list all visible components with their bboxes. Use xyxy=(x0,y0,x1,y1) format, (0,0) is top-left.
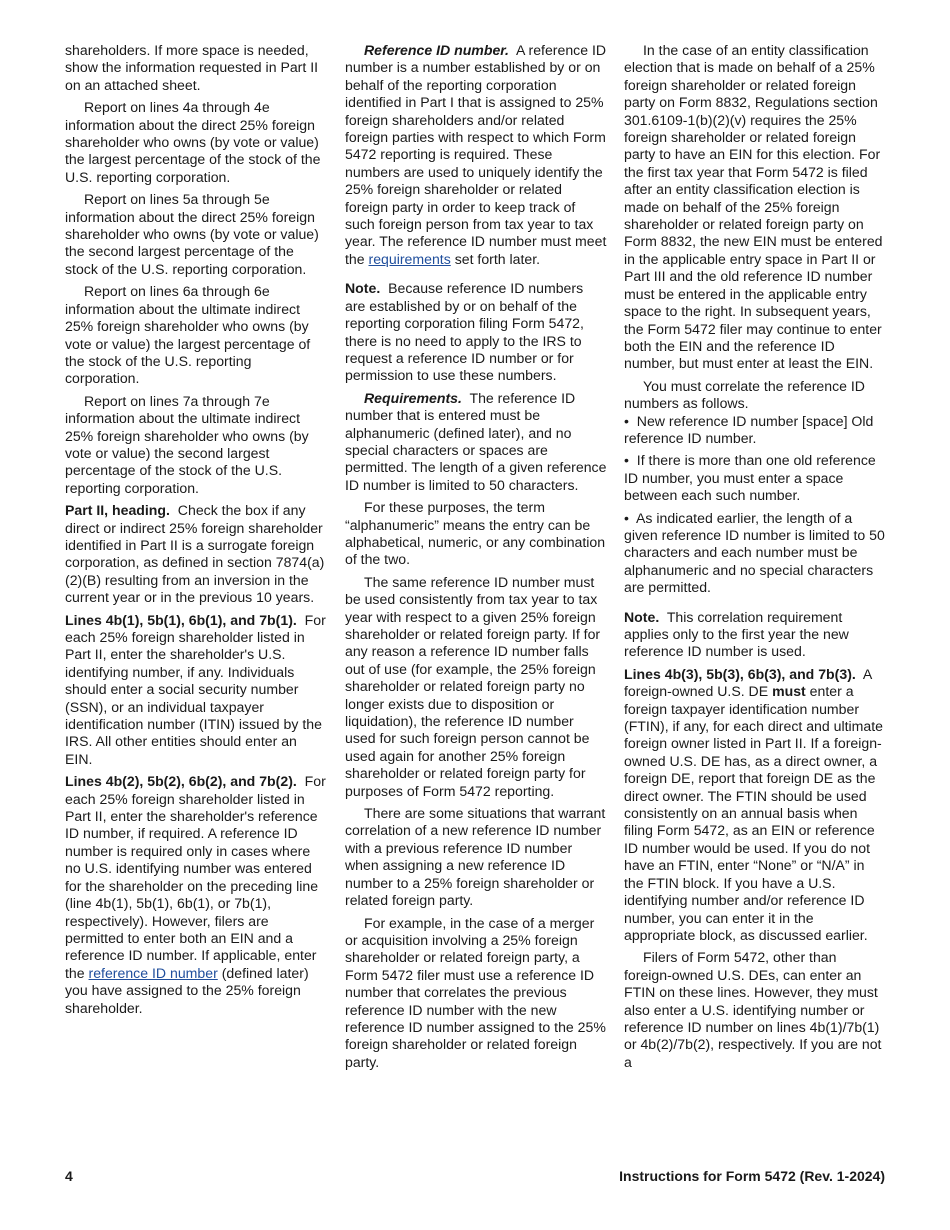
paragraph: shareholders. If more space is needed, show the information requested in Part II on an attached sheet. xyxy=(65,42,319,93)
list-item: • New reference ID number [space] Old reference ID number. xyxy=(624,412,874,446)
paragraph: For example, in the case of a merger or acquisition involving a 25% foreign shareholder or related foreign party, a Form 5472 filer must use a reference ID number that correlates the previous reference ID number with the new reference ID number assigned to the 25% foreign shareholder or related foreign party. xyxy=(345,914,606,1070)
requirements-link[interactable]: requirements xyxy=(368,250,451,267)
section-heading: Lines 4b(3), 5b(3), 6b(3), and 7b(3). xyxy=(624,665,856,682)
paragraph: The same reference ID number must be used consistently from tax year to tax year with respect to a given 25% foreign shareholder or related foreign party. If for any reason a reference ID number falls out of use (for example, the 25% foreign shareholder or related foreign party no longer exists due to disposition or liquidation), the reference ID number used for such foreign person cannot be used again for another 25% foreign shareholder or related foreign party for purposes of Form 5472 reporting. xyxy=(345,573,601,799)
column-middle xyxy=(345,42,607,1076)
reference-id-section: Reference ID number. A reference ID number is a number established by or on behalf of the reporting corporation identified in Part I that is assigned to 25% foreign shareholders and/or related foreign parties with respect to which Form 5472 reporting is required. These numbers are used to uniquely identify the 25% foreign shareholder or related foreign party in order to keep track of such foreign person from tax year to tax year. The reference ID number must meet the requirements set forth later. xyxy=(345,42,607,267)
lines-b3-section: Lines 4b(3), 5b(3), 6b(3), and 7b(3). A foreign-owned U.S. DE must enter a foreign taxpayer identification number (FTIN), if any, for each direct and ultimate foreign owner listed in Part II. If a foreign-owned U.S. DE has, as a direct owner, a foreign DE, report that foreign DE as the direct owner. The FTIN should be used consistently on an annual basis when filing Form 5472, as an EIN or reference ID number would be used. If you do not have an FTIN, enter “None” or “N/A” in the FTIN block. If you have a U.S. identifying number and/or reference ID number, you can enter it in the appropriate block, as discussed earlier. xyxy=(624,665,883,943)
list-item: • If there is more than one old reference ID number, you must enter a space between each such number. xyxy=(624,452,876,504)
paragraph: For these purposes, the term “alphanumeric” means the entry can be alphabetical, numeric, or any combination of the two. xyxy=(345,499,606,568)
page-number: 4 xyxy=(65,1168,73,1184)
section-heading: Lines 4b(2), 5b(2), 6b(2), and 7b(2). xyxy=(65,773,297,790)
reference-id-number-link[interactable]: reference ID number xyxy=(88,964,218,981)
column-right xyxy=(624,42,886,1076)
page-footer xyxy=(65,1168,885,1184)
lines-b2-section: Lines 4b(2), 5b(2), 6b(2), and 7b(2). For each 25% foreign shareholder listed in Part II, enter the shareholder's reference ID number, if required. A reference ID number is required only in cases where no U.S. identifying number was entered for the shareholder on the preceding line (line 4b(1), 5b(1), 6b(1), or 7b(1), respectively). However, filers are permitted to enter both an EIN and a reference ID number. If applicable, enter the reference ID number (defined later) you have assigned to the 25% foreign shareholder. xyxy=(65,773,326,1016)
bullet-icon: • xyxy=(624,509,629,526)
requirements-section: Requirements. The reference ID number that is entered must be alphanumeric (defined later), and no special characters or spaces are permitted. The length of a given reference ID number is limited to 50 characters. xyxy=(345,389,607,493)
paragraph: Report on lines 6a through 6e information about the ultimate indirect 25% foreign shareholder who owns (by vote or value) the largest percentage of the stock of the U.S. reporting corporation. xyxy=(65,283,311,387)
paragraph: Report on lines 7a through 7e information about the ultimate indirect 25% foreign shareholder who owns (by vote or value) the second largest percentage of the stock of the U.S. reporting corporation. xyxy=(65,392,309,496)
paragraph: Report on lines 4a through 4e information about the direct 25% foreign shareholder who owns (by vote or value) the largest percentage of the stock of the U.S. reporting corporation. xyxy=(65,99,321,185)
form-title: Instructions for Form 5472 (Rev. 1-2024) xyxy=(619,1168,885,1184)
section-heading: Lines 4b(1), 5b(1), 6b(1), and 7b(1). xyxy=(65,611,297,628)
paragraph: Filers of Form 5472, other than foreign-owned U.S. DEs, can enter an FTIN on these lines. However, they must also enter a U.S. identifying number or reference ID number on lines 4b(1)/7b(1) or 4b(2)/7b(2), respectively. If you are not a xyxy=(624,949,882,1070)
paragraph: You must correlate the reference ID numbers as follows. xyxy=(624,377,865,412)
note-section: Note. This correlation requirement applies only to the first year the new reference ID number is used. xyxy=(624,608,849,660)
note-label: Note. xyxy=(624,608,660,625)
list-item: • As indicated earlier, the length of a given reference ID number is limited to 50 characters and each number must be alphanumeric and no special characters are permitted. xyxy=(624,509,885,596)
lines-b1-section: Lines 4b(1), 5b(1), 6b(1), and 7b(1). For each 25% foreign shareholder listed in Part II, enter the shareholder's U.S. identifying number, if any. Individuals should enter a social security number (SSN), or an individual taxpayer identification number (ITIN) issued by the IRS. All other entities should enter an EIN. xyxy=(65,611,326,767)
paragraph: In the case of an entity classification election that is made on behalf of a 25% foreign shareholder or related foreign party on Form 8832, Regulations section 301.6109-1(b)(2)(v) requires the 25% foreign shareholder or related foreign party to have an EIN for this election. For the first tax year that Form 5472 is filed after an entity classification election is made on behalf of the 25% foreign shareholder or related foreign party on Form 8832, the new EIN must be entered in the applicable entry space in Part II or Part III and the old reference ID number must be entered in the applicable entry space to the right. In subsequent years, the Form 5472 filer may continue to enter both the EIN and the reference ID number, but must enter at least the EIN. xyxy=(624,42,883,372)
note-label: Note. xyxy=(345,280,381,297)
note-section: Note. Because reference ID numbers are established by or on behalf of the reporting corporation filing Form 5472, there is no need to apply to the IRS to request a reference ID number or for permission to use these numbers. xyxy=(345,280,584,384)
bullet-icon: • xyxy=(624,452,629,469)
paragraph: There are some situations that warrant correlation of a new reference ID number with a previous reference ID number when assigning a new reference ID number to a 25% foreign shareholder or related foreign party. xyxy=(345,805,606,909)
part-ii-heading-section: Part II, heading. Check the box if any direct or indirect 25% foreign shareholder identified in Part II is a surrogate foreign corporation, as defined in section 7874(a)(2)(B) resulting from an inversion in the current year or in the previous 10 years. xyxy=(65,502,325,606)
bullet-icon: • xyxy=(624,412,629,429)
column-left xyxy=(65,42,327,1022)
section-heading: Requirements. xyxy=(364,389,462,406)
section-heading: Part II, heading. xyxy=(65,502,170,519)
paragraph: Report on lines 5a through 5e information about the direct 25% foreign shareholder who owns (by vote or value) the second largest percentage of the stock of the U.S. reporting corporation. xyxy=(65,191,319,277)
section-heading: Reference ID number. xyxy=(364,42,509,58)
